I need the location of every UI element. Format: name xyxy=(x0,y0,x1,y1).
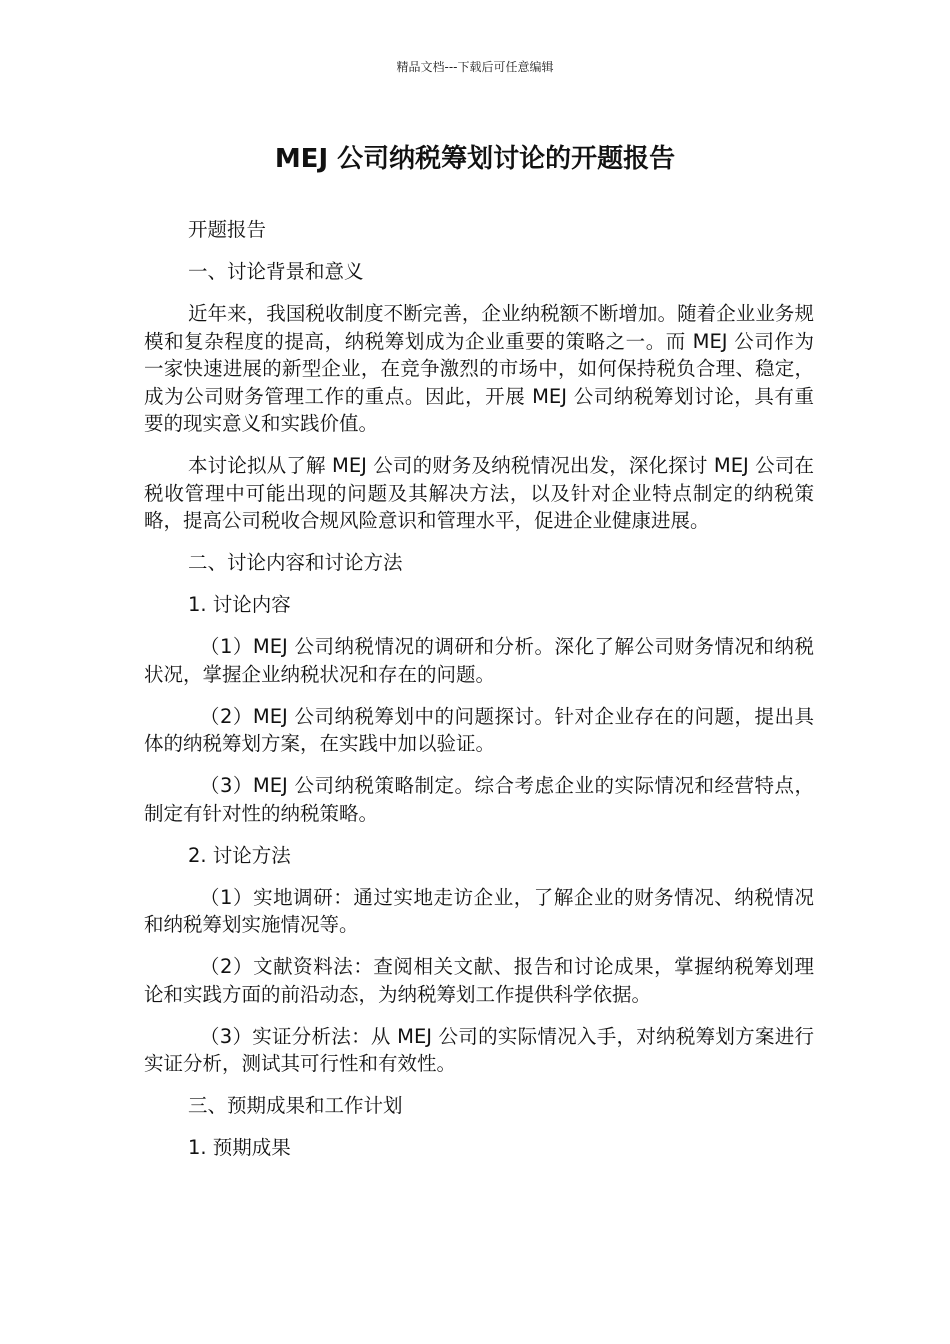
content-item-2: （2）MEJ 公司纳税筹划中的问题探讨。针对企业存在的问题，提出具体的纳税筹划方案，在实践中加以验证。 xyxy=(144,704,814,755)
document-title: MEJ 公司纳税筹划讨论的开题报告 xyxy=(274,144,676,174)
method-item-2: （2）文献资料法：查阅相关文献、报告和讨论成果，掌握纳税筹划理论和实践方面的前沿动态，为纳税筹划工作提供科学依据。 xyxy=(144,955,814,1006)
subheading-content: 1. 讨论内容 xyxy=(188,593,291,616)
method-item-3: （3）实证分析法：从 MEJ 公司的实际情况入手，对纳税筹划方案进行实证分析，测试其可行性和有效性。 xyxy=(144,1024,814,1075)
paragraph-background-1: 近年来，我国税收制度不断完善，企业纳税额不断增加。随着企业业务规模和复杂程度的提高，纳税筹划成为企业重要的策略之一。而 MEJ 公司作为一家快速进展的新型企业，在竞争激烈的市场中，如何保持税负合理、稳定，成为公司财务管理工作的重点。因此，开展 MEJ 公司纳税筹划讨论，具有重要的现实意义和实践价值。 xyxy=(144,302,814,435)
subheading-outcomes: 1. 预期成果 xyxy=(188,1136,291,1159)
document-body xyxy=(144,216,814,1176)
content-item-3: （3）MEJ 公司纳税策略制定。综合考虑企业的实际情况和经营特点，制定有针对性的纳税策略。 xyxy=(144,774,814,825)
paragraph-report-label: 开题报告 xyxy=(188,218,267,241)
method-item-1: （1）实地调研：通过实地走访企业，了解企业的财务情况、纳税情况和纳税筹划实施情况等。 xyxy=(144,885,814,936)
paragraph-background-2: 本讨论拟从了解 MEJ 公司的财务及纳税情况出发，深化探讨 MEJ 公司在税收管理中可能出现的问题及其解决方法，以及针对企业特点制定的纳税策略，提高公司税收合规风险意识和管理水平，促进企业健康进展。 xyxy=(144,454,814,532)
header-note: 精品文档---下载后可任意编辑 xyxy=(396,60,554,74)
subheading-methods: 2. 讨论方法 xyxy=(188,843,291,867)
section-heading-content-methods: 二、讨论内容和讨论方法 xyxy=(188,551,403,574)
section-heading-background: 一、讨论背景和意义 xyxy=(188,260,364,283)
content-item-1: （1）MEJ 公司纳税情况的调研和分析。深化了解公司财务情况和纳税状况，掌握企业纳税状况和存在的问题。 xyxy=(144,635,814,686)
section-heading-outcomes-plan: 三、预期成果和工作计划 xyxy=(188,1094,403,1117)
